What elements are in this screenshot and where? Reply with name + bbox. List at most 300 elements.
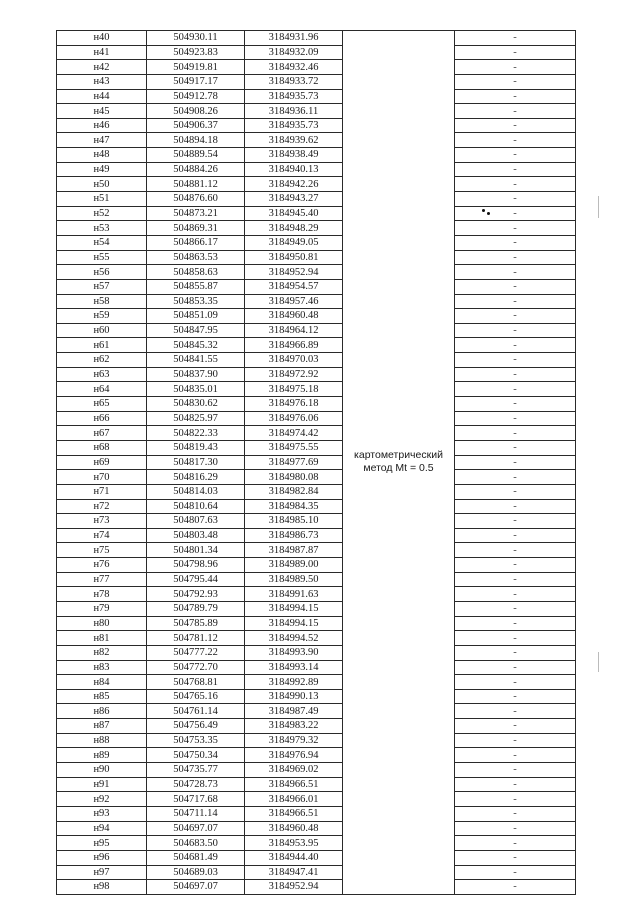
- point-name-cell: н79: [57, 601, 147, 616]
- x-coordinate-cell: 504863.53: [147, 250, 245, 265]
- method-accuracy: метод Mt = 0.5: [363, 462, 434, 475]
- point-name-cell: н72: [57, 499, 147, 514]
- point-name-cell: н75: [57, 543, 147, 558]
- y-coordinate-cell: 3184952.94: [245, 265, 343, 280]
- y-coordinate-cell: 3184966.51: [245, 806, 343, 821]
- x-coordinate-cell: 504837.90: [147, 367, 245, 382]
- table-row: [57, 558, 576, 573]
- table-row: [57, 148, 576, 163]
- y-coordinate-cell: 3184976.18: [245, 397, 343, 412]
- y-coordinate-cell: 3184960.48: [245, 309, 343, 324]
- table-row: [57, 484, 576, 499]
- table-row: [57, 836, 576, 851]
- coordinates-table: [56, 30, 576, 895]
- table-row: [57, 221, 576, 236]
- table-row: [57, 279, 576, 294]
- y-coordinate-cell: 3184987.87: [245, 543, 343, 558]
- point-name-cell: н90: [57, 763, 147, 778]
- mark-cell: -: [455, 411, 576, 426]
- point-name-cell: н49: [57, 162, 147, 177]
- table-row: [57, 411, 576, 426]
- x-coordinate-cell: 504841.55: [147, 353, 245, 368]
- x-coordinate-cell: 504750.34: [147, 748, 245, 763]
- y-coordinate-cell: 3184979.32: [245, 733, 343, 748]
- table-row: [57, 397, 576, 412]
- mark-cell: -: [455, 338, 576, 353]
- mark-cell: -: [455, 426, 576, 441]
- table-row: [57, 587, 576, 602]
- y-coordinate-cell: 3184990.13: [245, 689, 343, 704]
- x-coordinate-cell: 504765.16: [147, 689, 245, 704]
- point-name-cell: н40: [57, 31, 147, 46]
- method-name: картометрический: [354, 449, 443, 462]
- point-name-cell: н67: [57, 426, 147, 441]
- point-name-cell: н92: [57, 792, 147, 807]
- mark-cell: -: [455, 645, 576, 660]
- point-name-cell: н81: [57, 631, 147, 646]
- table-row: [57, 763, 576, 778]
- x-coordinate-cell: 504851.09: [147, 309, 245, 324]
- mark-cell: -: [455, 499, 576, 514]
- x-coordinate-cell: 504894.18: [147, 133, 245, 148]
- y-coordinate-cell: 3184975.18: [245, 382, 343, 397]
- x-coordinate-cell: 504795.44: [147, 572, 245, 587]
- x-coordinate-cell: 504825.97: [147, 411, 245, 426]
- point-name-cell: н48: [57, 148, 147, 163]
- point-name-cell: н82: [57, 645, 147, 660]
- point-name-cell: н53: [57, 221, 147, 236]
- y-coordinate-cell: 3184949.05: [245, 235, 343, 250]
- x-coordinate-cell: 504869.31: [147, 221, 245, 236]
- y-coordinate-cell: 3184953.95: [245, 836, 343, 851]
- x-coordinate-cell: 504819.43: [147, 440, 245, 455]
- x-coordinate-cell: 504835.01: [147, 382, 245, 397]
- mark-cell: -: [455, 60, 576, 75]
- point-name-cell: н86: [57, 704, 147, 719]
- table-row: [57, 118, 576, 133]
- point-name-cell: н57: [57, 279, 147, 294]
- y-coordinate-cell: 3184954.57: [245, 279, 343, 294]
- table-row: [57, 733, 576, 748]
- point-name-cell: н69: [57, 455, 147, 470]
- point-name-cell: н56: [57, 265, 147, 280]
- y-coordinate-cell: 3184985.10: [245, 514, 343, 529]
- table-row: [57, 162, 576, 177]
- x-coordinate-cell: 504810.64: [147, 499, 245, 514]
- x-coordinate-cell: 504789.79: [147, 601, 245, 616]
- mark-cell: -: [455, 250, 576, 265]
- mark-cell: -: [455, 440, 576, 455]
- y-coordinate-cell: 3184989.50: [245, 572, 343, 587]
- y-coordinate-cell: 3184935.73: [245, 89, 343, 104]
- mark-cell: -: [455, 192, 576, 207]
- point-name-cell: н93: [57, 806, 147, 821]
- table-row: [57, 777, 576, 792]
- x-coordinate-cell: 504772.70: [147, 660, 245, 675]
- y-coordinate-cell: 3184940.13: [245, 162, 343, 177]
- point-name-cell: н88: [57, 733, 147, 748]
- table-row: [57, 806, 576, 821]
- table-row: [57, 338, 576, 353]
- method-cell: [343, 31, 455, 895]
- mark-cell: -: [455, 162, 576, 177]
- point-name-cell: н61: [57, 338, 147, 353]
- point-name-cell: н97: [57, 865, 147, 880]
- x-coordinate-cell: 504830.62: [147, 397, 245, 412]
- x-coordinate-cell: 504889.54: [147, 148, 245, 163]
- mark-cell: -: [455, 704, 576, 719]
- mark-cell: -: [455, 484, 576, 499]
- mark-cell: -: [455, 806, 576, 821]
- x-coordinate-cell: 504814.03: [147, 484, 245, 499]
- x-coordinate-cell: 504822.33: [147, 426, 245, 441]
- point-name-cell: н59: [57, 309, 147, 324]
- table-row: [57, 865, 576, 880]
- table-row: [57, 499, 576, 514]
- y-coordinate-cell: 3184966.01: [245, 792, 343, 807]
- point-name-cell: н96: [57, 850, 147, 865]
- point-name-cell: н95: [57, 836, 147, 851]
- y-coordinate-cell: 3184947.41: [245, 865, 343, 880]
- table-row: [57, 748, 576, 763]
- y-coordinate-cell: 3184991.63: [245, 587, 343, 602]
- mark-cell: -: [455, 148, 576, 163]
- y-coordinate-cell: 3184976.94: [245, 748, 343, 763]
- mark-cell: -: [455, 74, 576, 89]
- point-name-cell: н98: [57, 880, 147, 895]
- mark-cell: -: [455, 470, 576, 485]
- mark-cell: -: [455, 543, 576, 558]
- point-name-cell: н76: [57, 558, 147, 573]
- y-coordinate-cell: 3184970.03: [245, 353, 343, 368]
- point-name-cell: н64: [57, 382, 147, 397]
- mark-cell: -: [455, 397, 576, 412]
- table-row: [57, 514, 576, 529]
- x-coordinate-cell: 504781.12: [147, 631, 245, 646]
- y-coordinate-cell: 3184932.09: [245, 45, 343, 60]
- table-row: [57, 601, 576, 616]
- table-row: [57, 206, 576, 221]
- mark-cell: -: [455, 558, 576, 573]
- y-coordinate-cell: 3184932.46: [245, 60, 343, 75]
- y-coordinate-cell: 3184966.89: [245, 338, 343, 353]
- mark-cell: -: [455, 89, 576, 104]
- mark-cell: -: [455, 323, 576, 338]
- table-row: [57, 660, 576, 675]
- point-name-cell: н62: [57, 353, 147, 368]
- y-coordinate-cell: 3184969.02: [245, 763, 343, 778]
- table-row: [57, 294, 576, 309]
- table-row: [57, 426, 576, 441]
- mark-cell: -: [455, 675, 576, 690]
- table-row: [57, 60, 576, 75]
- ink-speck: [487, 212, 490, 215]
- x-coordinate-cell: 504930.11: [147, 31, 245, 46]
- y-coordinate-cell: 3184974.42: [245, 426, 343, 441]
- mark-cell: -: [455, 821, 576, 836]
- x-coordinate-cell: 504917.17: [147, 74, 245, 89]
- x-coordinate-cell: 504847.95: [147, 323, 245, 338]
- point-name-cell: н84: [57, 675, 147, 690]
- table-row: [57, 455, 576, 470]
- table-row: [57, 850, 576, 865]
- x-coordinate-cell: 504792.93: [147, 587, 245, 602]
- table-row: [57, 470, 576, 485]
- x-coordinate-cell: 504753.35: [147, 733, 245, 748]
- mark-cell: -: [455, 514, 576, 529]
- mark-cell: -: [455, 367, 576, 382]
- point-name-cell: н42: [57, 60, 147, 75]
- mark-cell: -: [455, 118, 576, 133]
- table-row: [57, 74, 576, 89]
- point-name-cell: н58: [57, 294, 147, 309]
- x-coordinate-cell: 504801.34: [147, 543, 245, 558]
- table-row: [57, 177, 576, 192]
- table-row: [57, 265, 576, 280]
- mark-cell: -: [455, 279, 576, 294]
- mark-cell: -: [455, 206, 576, 221]
- mark-cell: -: [455, 221, 576, 236]
- point-name-cell: н68: [57, 440, 147, 455]
- y-coordinate-cell: 3184972.92: [245, 367, 343, 382]
- point-name-cell: н85: [57, 689, 147, 704]
- y-coordinate-cell: 3184944.40: [245, 850, 343, 865]
- y-coordinate-cell: 3184993.90: [245, 645, 343, 660]
- y-coordinate-cell: 3184935.73: [245, 118, 343, 133]
- table-row: [57, 250, 576, 265]
- x-coordinate-cell: 504853.35: [147, 294, 245, 309]
- point-name-cell: н52: [57, 206, 147, 221]
- table-row: [57, 689, 576, 704]
- point-name-cell: н66: [57, 411, 147, 426]
- table-row: [57, 704, 576, 719]
- x-coordinate-cell: 504919.81: [147, 60, 245, 75]
- x-coordinate-cell: 504761.14: [147, 704, 245, 719]
- y-coordinate-cell: 3184994.52: [245, 631, 343, 646]
- mark-cell: -: [455, 601, 576, 616]
- y-coordinate-cell: 3184986.73: [245, 528, 343, 543]
- y-coordinate-cell: 3184939.62: [245, 133, 343, 148]
- y-coordinate-cell: 3184984.35: [245, 499, 343, 514]
- y-coordinate-cell: 3184975.55: [245, 440, 343, 455]
- ink-speck: [482, 209, 485, 212]
- x-coordinate-cell: 504728.73: [147, 777, 245, 792]
- point-name-cell: н77: [57, 572, 147, 587]
- mark-cell: -: [455, 631, 576, 646]
- mark-cell: -: [455, 382, 576, 397]
- point-name-cell: н46: [57, 118, 147, 133]
- table-row: [57, 382, 576, 397]
- x-coordinate-cell: 504768.81: [147, 675, 245, 690]
- y-coordinate-cell: 3184950.81: [245, 250, 343, 265]
- x-coordinate-cell: 504866.17: [147, 235, 245, 250]
- x-coordinate-cell: 504884.26: [147, 162, 245, 177]
- x-coordinate-cell: 504777.22: [147, 645, 245, 660]
- point-name-cell: н94: [57, 821, 147, 836]
- coordinates-table-body: [57, 31, 576, 895]
- x-coordinate-cell: 504858.63: [147, 265, 245, 280]
- point-name-cell: н73: [57, 514, 147, 529]
- y-coordinate-cell: 3184977.69: [245, 455, 343, 470]
- point-name-cell: н70: [57, 470, 147, 485]
- y-coordinate-cell: 3184980.08: [245, 470, 343, 485]
- table-row: [57, 631, 576, 646]
- mark-cell: -: [455, 865, 576, 880]
- point-name-cell: н80: [57, 616, 147, 631]
- x-coordinate-cell: 504785.89: [147, 616, 245, 631]
- x-coordinate-cell: 504908.26: [147, 104, 245, 119]
- y-coordinate-cell: 3184938.49: [245, 148, 343, 163]
- y-coordinate-cell: 3184942.26: [245, 177, 343, 192]
- y-coordinate-cell: 3184987.49: [245, 704, 343, 719]
- mark-cell: -: [455, 836, 576, 851]
- mark-cell: -: [455, 133, 576, 148]
- x-coordinate-cell: 504756.49: [147, 719, 245, 734]
- point-name-cell: н78: [57, 587, 147, 602]
- mark-cell: -: [455, 763, 576, 778]
- mark-cell: -: [455, 104, 576, 119]
- scan-edge-mark: [598, 196, 599, 218]
- table-row: [57, 45, 576, 60]
- table-row: [57, 719, 576, 734]
- x-coordinate-cell: 504798.96: [147, 558, 245, 573]
- point-name-cell: н55: [57, 250, 147, 265]
- point-name-cell: н71: [57, 484, 147, 499]
- scan-edge-mark: [598, 652, 599, 672]
- point-name-cell: н74: [57, 528, 147, 543]
- mark-cell: -: [455, 31, 576, 46]
- y-coordinate-cell: 3184966.51: [245, 777, 343, 792]
- mark-cell: -: [455, 689, 576, 704]
- table-row: [57, 323, 576, 338]
- x-coordinate-cell: 504689.03: [147, 865, 245, 880]
- x-coordinate-cell: 504876.60: [147, 192, 245, 207]
- table-row: [57, 880, 576, 895]
- x-coordinate-cell: 504906.37: [147, 118, 245, 133]
- x-coordinate-cell: 504717.68: [147, 792, 245, 807]
- mark-cell: -: [455, 880, 576, 895]
- mark-cell: -: [455, 719, 576, 734]
- table-row: [57, 675, 576, 690]
- mark-cell: -: [455, 265, 576, 280]
- mark-cell: -: [455, 777, 576, 792]
- point-name-cell: н63: [57, 367, 147, 382]
- x-coordinate-cell: 504845.32: [147, 338, 245, 353]
- table-row: [57, 528, 576, 543]
- mark-cell: -: [455, 45, 576, 60]
- y-coordinate-cell: 3184983.22: [245, 719, 343, 734]
- point-name-cell: н41: [57, 45, 147, 60]
- point-name-cell: н51: [57, 192, 147, 207]
- x-coordinate-cell: 504697.07: [147, 821, 245, 836]
- x-coordinate-cell: 504681.49: [147, 850, 245, 865]
- mark-cell: -: [455, 587, 576, 602]
- y-coordinate-cell: 3184948.29: [245, 221, 343, 236]
- point-name-cell: н44: [57, 89, 147, 104]
- table-row: [57, 440, 576, 455]
- y-coordinate-cell: 3184931.96: [245, 31, 343, 46]
- x-coordinate-cell: 504912.78: [147, 89, 245, 104]
- mark-cell: -: [455, 792, 576, 807]
- mark-cell: -: [455, 177, 576, 192]
- point-name-cell: н43: [57, 74, 147, 89]
- mark-cell: -: [455, 353, 576, 368]
- x-coordinate-cell: 504735.77: [147, 763, 245, 778]
- mark-cell: -: [455, 748, 576, 763]
- table-row: [57, 353, 576, 368]
- table-row: [57, 235, 576, 250]
- point-name-cell: н50: [57, 177, 147, 192]
- mark-cell: -: [455, 294, 576, 309]
- y-coordinate-cell: 3184976.06: [245, 411, 343, 426]
- x-coordinate-cell: 504807.63: [147, 514, 245, 529]
- y-coordinate-cell: 3184982.84: [245, 484, 343, 499]
- table-row: [57, 821, 576, 836]
- point-name-cell: н91: [57, 777, 147, 792]
- table-row: [57, 616, 576, 631]
- x-coordinate-cell: 504881.12: [147, 177, 245, 192]
- x-coordinate-cell: 504697.07: [147, 880, 245, 895]
- x-coordinate-cell: 504923.83: [147, 45, 245, 60]
- x-coordinate-cell: 504683.50: [147, 836, 245, 851]
- mark-cell: -: [455, 235, 576, 250]
- point-name-cell: н89: [57, 748, 147, 763]
- table-row: [57, 192, 576, 207]
- x-coordinate-cell: 504873.21: [147, 206, 245, 221]
- x-coordinate-cell: 504817.30: [147, 455, 245, 470]
- y-coordinate-cell: 3184960.48: [245, 821, 343, 836]
- mark-cell: -: [455, 309, 576, 324]
- mark-cell: -: [455, 572, 576, 587]
- y-coordinate-cell: 3184957.46: [245, 294, 343, 309]
- point-name-cell: н87: [57, 719, 147, 734]
- point-name-cell: н45: [57, 104, 147, 119]
- mark-cell: -: [455, 850, 576, 865]
- table-row: [57, 543, 576, 558]
- x-coordinate-cell: 504803.48: [147, 528, 245, 543]
- table-row: [57, 572, 576, 587]
- y-coordinate-cell: 3184964.12: [245, 323, 343, 338]
- y-coordinate-cell: 3184993.14: [245, 660, 343, 675]
- table-row: [57, 645, 576, 660]
- y-coordinate-cell: 3184989.00: [245, 558, 343, 573]
- y-coordinate-cell: 3184943.27: [245, 192, 343, 207]
- mark-cell: -: [455, 733, 576, 748]
- table-row: [57, 31, 576, 46]
- x-coordinate-cell: 504816.29: [147, 470, 245, 485]
- point-name-cell: н60: [57, 323, 147, 338]
- mark-cell: -: [455, 528, 576, 543]
- y-coordinate-cell: 3184994.15: [245, 616, 343, 631]
- x-coordinate-cell: 504855.87: [147, 279, 245, 294]
- table-row: [57, 133, 576, 148]
- y-coordinate-cell: 3184994.15: [245, 601, 343, 616]
- table-row: [57, 792, 576, 807]
- point-name-cell: н54: [57, 235, 147, 250]
- y-coordinate-cell: 3184933.72: [245, 74, 343, 89]
- y-coordinate-cell: 3184945.40: [245, 206, 343, 221]
- table-row: [57, 309, 576, 324]
- y-coordinate-cell: 3184936.11: [245, 104, 343, 119]
- mark-cell: -: [455, 455, 576, 470]
- point-name-cell: н65: [57, 397, 147, 412]
- table-row: [57, 104, 576, 119]
- x-coordinate-cell: 504711.14: [147, 806, 245, 821]
- mark-cell: -: [455, 660, 576, 675]
- y-coordinate-cell: 3184952.94: [245, 880, 343, 895]
- mark-cell: -: [455, 616, 576, 631]
- table-row: [57, 89, 576, 104]
